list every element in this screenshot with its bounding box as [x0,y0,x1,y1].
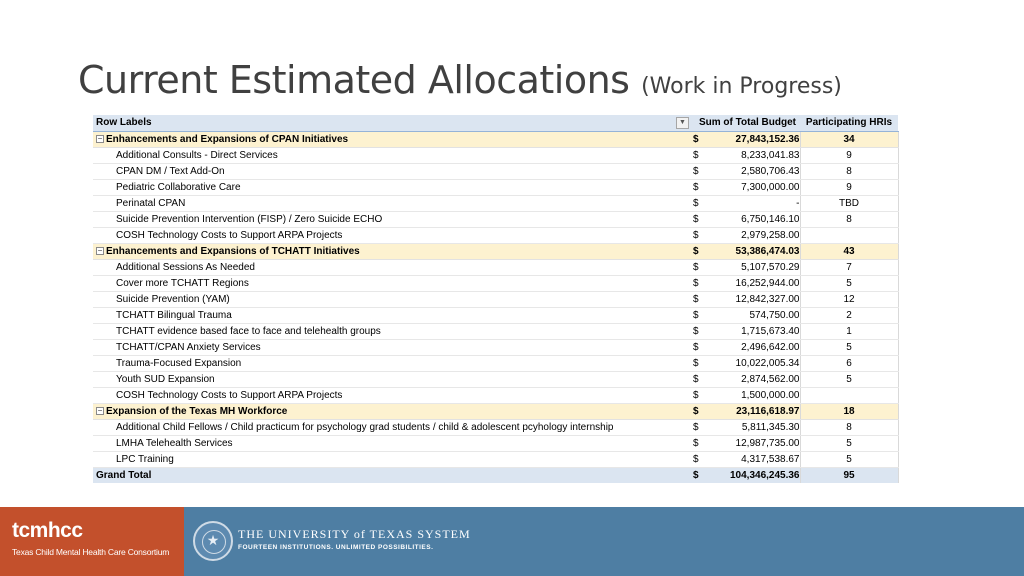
table-row[interactable] [93,339,898,355]
hris-header[interactable]: Participating HRIs [800,115,898,131]
budget-amount-cell[interactable]: 4,317,538.67 [703,451,800,467]
hris-count-cell[interactable]: TBD [800,195,898,211]
row-label-text: LMHA Telehealth Services [116,437,233,449]
pivot-table [93,115,899,483]
grand-total-row[interactable] [93,467,898,483]
row-label-text: Grand Total [96,469,152,481]
group-row[interactable] [93,243,898,259]
budget-amount-cell[interactable]: 12,842,327.00 [703,291,800,307]
hris-count-cell[interactable]: 8 [800,211,898,227]
hris-count-cell[interactable]: 7 [800,259,898,275]
row-label-cell[interactable] [93,419,693,435]
currency-symbol: $ [693,227,703,243]
filter-dropdown-icon[interactable]: ▼ [676,117,689,129]
currency-symbol: $ [693,435,703,451]
hris-count-cell[interactable]: 6 [800,355,898,371]
currency-symbol: $ [693,355,703,371]
table-row[interactable] [93,451,898,467]
row-label-cell[interactable] [93,339,693,355]
row-label-text: COSH Technology Costs to Support ARPA Projects [116,389,343,401]
budget-amount-cell[interactable]: 1,715,673.40 [703,323,800,339]
hris-count-cell[interactable]: 5 [800,435,898,451]
row-labels-header-text: Row Labels [96,117,152,129]
currency-symbol: $ [693,179,703,195]
table-row[interactable] [93,211,898,227]
budget-amount-cell[interactable]: 8,233,041.83 [703,147,800,163]
row-label-cell[interactable] [93,307,693,323]
row-label-text: Perinatal CPAN [116,197,186,209]
budget-amount-cell[interactable]: 53,386,474.03 [703,243,800,259]
row-label-cell[interactable] [93,371,693,387]
hris-count-cell[interactable]: 95 [800,467,898,483]
ut-seal-icon: ★ [193,521,233,561]
row-label-text: Trauma-Focused Expansion [116,357,242,369]
footer-banner [0,507,1024,576]
table-row[interactable] [93,371,898,387]
collapse-toggle-icon[interactable]: − [97,405,103,415]
table-row[interactable] [93,435,898,451]
hris-count-cell[interactable]: 2 [800,307,898,323]
row-label-cell[interactable] [93,243,693,259]
table-row[interactable] [93,387,898,403]
currency-symbol: $ [693,211,703,227]
currency-symbol: $ [693,147,703,163]
table-row[interactable] [93,227,898,243]
row-label-text: Additional Child Fellows / Child practicum for psychology grad students / child & adolescent pcyhology internship [116,421,614,433]
collapse-toggle-icon[interactable]: − [97,245,103,255]
hris-count-cell[interactable]: 8 [800,419,898,435]
budget-amount-cell[interactable]: 104,346,245.36 [703,467,800,483]
table-row[interactable] [93,323,898,339]
row-label-cell[interactable] [93,211,693,227]
row-label-text: Enhancements and Expansions of CPAN Initiatives [106,133,349,145]
budget-amount-cell[interactable]: 7,300,000.00 [703,179,800,195]
row-label-text: Additional Consults - Direct Services [116,149,278,161]
currency-symbol: $ [693,163,703,179]
currency-symbol: $ [693,323,703,339]
row-label-text: CPAN DM / Text Add-On [116,165,225,177]
budget-amount-cell[interactable]: 2,979,258.00 [703,227,800,243]
hris-count-cell[interactable]: 43 [800,243,898,259]
row-label-cell[interactable] [93,227,693,243]
row-label-cell[interactable] [93,387,693,403]
row-label-text: Enhancements and Expansions of TCHATT Initiatives [106,245,360,257]
table-row[interactable] [93,179,898,195]
row-label-cell[interactable] [93,467,693,483]
budget-amount-cell[interactable]: 10,022,005.34 [703,355,800,371]
currency-symbol: $ [693,291,703,307]
row-label-text: TCHATT evidence based face to face and telehealth groups [116,325,381,337]
row-label-text: Suicide Prevention (YAM) [116,293,230,305]
sum-budget-header[interactable]: Sum of Total Budget [693,115,800,131]
budget-amount-cell[interactable]: 2,580,706.43 [703,163,800,179]
collapse-toggle-icon[interactable]: − [97,133,103,143]
currency-symbol: $ [693,403,703,419]
row-label-text: TCHATT Bilingual Trauma [116,309,232,321]
row-label-cell[interactable] [93,355,693,371]
row-label-text: TCHATT/CPAN Anxiety Services [116,341,261,353]
currency-symbol: $ [693,371,703,387]
currency-symbol: $ [693,275,703,291]
row-label-cell[interactable] [93,275,693,291]
hris-count-cell[interactable]: 1 [800,323,898,339]
row-label-cell[interactable] [93,291,693,307]
ut-system-tagline: FOURTEEN INSTITUTIONS. UNLIMITED POSSIBILITIES. [238,544,434,551]
budget-amount-cell[interactable]: 12,987,735.00 [703,435,800,451]
row-label-cell[interactable] [93,147,693,163]
hris-count-cell[interactable]: 18 [800,403,898,419]
row-label-cell[interactable] [93,195,693,211]
table-row[interactable] [93,163,898,179]
ut-system-name: THE UNIVERSITY of TEXAS SYSTEM [238,527,471,541]
currency-symbol: $ [693,243,703,259]
budget-amount-cell[interactable]: 6,750,146.10 [703,211,800,227]
currency-symbol: $ [693,131,703,147]
currency-symbol: $ [693,259,703,275]
row-label-text: Expansion of the Texas MH Workforce [106,405,288,417]
currency-symbol: $ [693,339,703,355]
currency-symbol: $ [693,307,703,323]
hris-count-cell[interactable]: 9 [800,147,898,163]
budget-amount-cell[interactable]: 574,750.00 [703,307,800,323]
table-row[interactable] [93,259,898,275]
budget-amount-cell[interactable]: - [703,195,800,211]
budget-amount-cell[interactable]: 2,496,642.00 [703,339,800,355]
row-label-cell[interactable] [93,259,693,275]
table-row[interactable] [93,419,898,435]
budget-amount-cell[interactable]: 27,843,152.36 [703,131,800,147]
row-label-cell[interactable] [93,179,693,195]
currency-symbol: $ [693,419,703,435]
currency-symbol: $ [693,387,703,403]
group-row[interactable] [93,131,898,147]
tcmhcc-logo-subtitle: Texas Child Mental Health Care Consortium [12,547,170,557]
hris-count-cell[interactable]: 8 [800,163,898,179]
hris-count-cell[interactable]: 9 [800,179,898,195]
title-main: Current Estimated Allocations [78,58,630,102]
hris-count-cell[interactable]: 5 [800,275,898,291]
row-label-cell[interactable] [93,323,693,339]
page-title [78,58,842,102]
table-row[interactable] [93,355,898,371]
tcmhcc-logo [0,507,184,576]
hris-count-cell[interactable]: 5 [800,371,898,387]
hris-count-cell[interactable]: 34 [800,131,898,147]
budget-amount-cell[interactable]: 23,116,618.97 [703,403,800,419]
currency-symbol: $ [693,195,703,211]
row-label-cell[interactable] [93,131,693,147]
hris-count-cell[interactable]: 12 [800,291,898,307]
row-label-text: COSH Technology Costs to Support ARPA Projects [116,229,343,241]
row-label-text: LPC Training [116,453,174,465]
hris-count-cell[interactable] [800,227,898,243]
row-label-text: Additional Sessions As Needed [116,261,255,273]
hris-count-cell[interactable] [800,387,898,403]
table-row[interactable] [93,195,898,211]
currency-symbol: $ [693,451,703,467]
budget-amount-cell[interactable]: 5,811,345.30 [703,419,800,435]
row-label-cell[interactable] [93,403,693,419]
row-label-text: Pediatric Collaborative Care [116,181,241,193]
table-row[interactable] [93,307,898,323]
row-label-text: Cover more TCHATT Regions [116,277,249,289]
pivot-header-row [93,115,898,131]
budget-amount-cell[interactable]: 2,874,562.00 [703,371,800,387]
row-label-cell[interactable] [93,435,693,451]
table-row[interactable] [93,291,898,307]
group-row[interactable] [93,403,898,419]
row-label-text: Youth SUD Expansion [116,373,215,385]
title-subtitle: (Work in Progress) [641,74,842,99]
row-labels-header [93,115,693,131]
hris-count-cell[interactable]: 5 [800,339,898,355]
hris-count-cell[interactable]: 5 [800,451,898,467]
row-label-cell[interactable] [93,451,693,467]
budget-amount-cell[interactable]: 1,500,000.00 [703,387,800,403]
tcmhcc-logo-text: tcmhcc [12,519,83,542]
budget-amount-cell[interactable]: 5,107,570.29 [703,259,800,275]
table-row[interactable] [93,275,898,291]
row-label-text: Suicide Prevention Intervention (FISP) / Zero Suicide ECHO [116,213,383,225]
budget-amount-cell[interactable]: 16,252,944.00 [703,275,800,291]
table-row[interactable] [93,147,898,163]
row-label-cell[interactable] [93,163,693,179]
currency-symbol: $ [693,467,703,483]
